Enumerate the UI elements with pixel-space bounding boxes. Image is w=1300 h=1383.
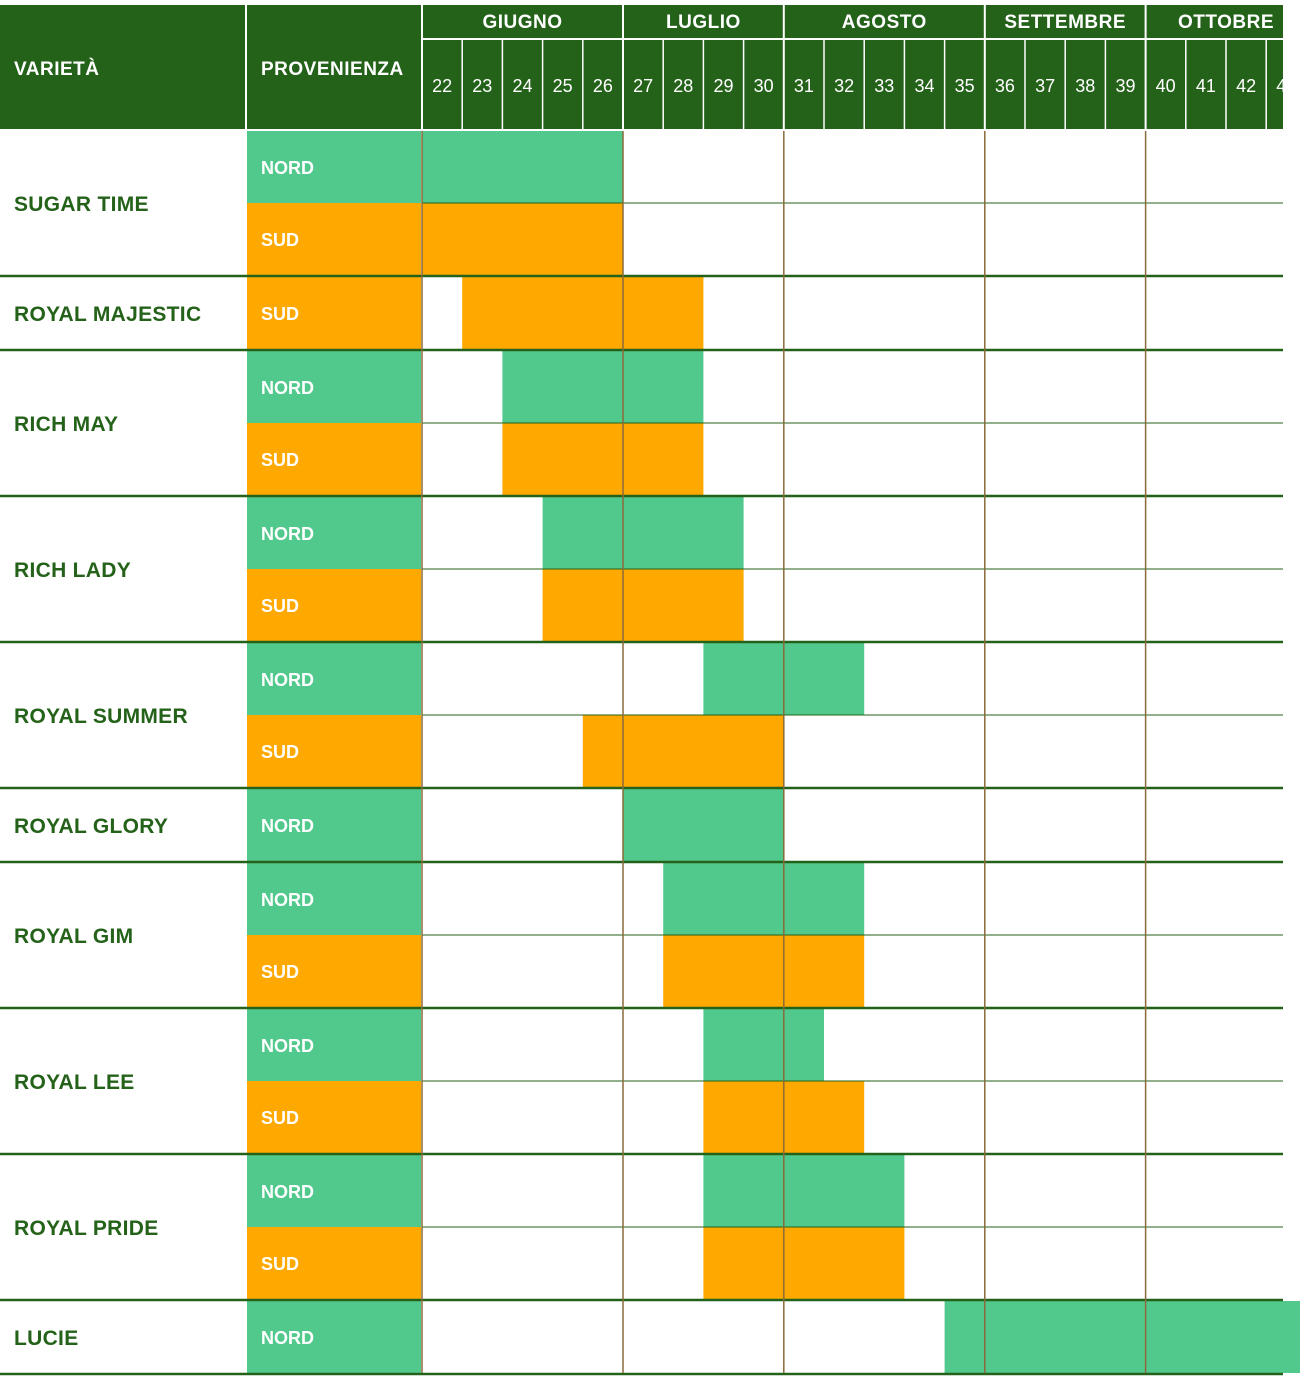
origin-column-header: PROVENIENZA: [261, 59, 404, 80]
season-bar-rich-may-nord: [502, 351, 703, 423]
week-label-36: 36: [994, 76, 1015, 96]
month-label-giugno: GIUGNO: [482, 12, 563, 33]
origin-label-sud: SUD: [261, 962, 300, 982]
season-bar-royal-pride-nord: [703, 1155, 904, 1227]
season-bar-rich-may-sud: [502, 423, 703, 495]
origin-label-sud: SUD: [261, 230, 300, 250]
variety-label-rich-may: RICH MAY: [14, 413, 119, 436]
week-label-25: 25: [552, 76, 573, 96]
origin-label-sud: SUD: [261, 1254, 300, 1274]
season-bar-royal-majestic-sud: [462, 277, 703, 349]
season-bar-royal-lee-nord: [703, 1009, 824, 1081]
season-bar-royal-pride-sud: [703, 1227, 904, 1299]
variety-label-royal-glory: ROYAL GLORY: [14, 815, 169, 838]
origin-label-sud: SUD: [261, 450, 300, 470]
origin-label-sud: SUD: [261, 742, 300, 762]
week-label-28: 28: [673, 76, 694, 96]
week-label-38: 38: [1075, 76, 1096, 96]
variety-label-royal-gim: ROYAL GIM: [14, 925, 134, 948]
week-label-41: 41: [1195, 76, 1216, 96]
variety-label-royal-lee: ROYAL LEE: [14, 1071, 135, 1094]
variety-label-lucie: LUCIE: [14, 1327, 79, 1350]
week-label-35: 35: [954, 76, 975, 96]
origin-label-sud: SUD: [261, 304, 300, 324]
season-bars: [422, 131, 1300, 1373]
season-bar-royal-gim-sud: [663, 935, 864, 1007]
week-label-43: 43: [1276, 76, 1297, 96]
origin-label-nord: NORD: [261, 816, 314, 836]
variety-label-royal-majestic: ROYAL MAJESTIC: [14, 303, 202, 326]
week-label-40: 40: [1155, 76, 1176, 96]
week-label-37: 37: [1035, 76, 1056, 96]
origin-label-sud: SUD: [261, 1108, 300, 1128]
origin-label-nord: NORD: [261, 890, 314, 910]
week-label-31: 31: [793, 76, 814, 96]
season-bar-rich-lady-nord: [543, 497, 744, 569]
variety-label-royal-pride: ROYAL PRIDE: [14, 1217, 159, 1240]
month-label-agosto: AGOSTO: [841, 12, 927, 33]
week-label-22: 22: [432, 76, 453, 96]
season-bar-sugar-time-sud: [422, 203, 623, 275]
week-label-24: 24: [512, 76, 533, 96]
origin-label-nord: NORD: [261, 1328, 314, 1348]
origin-label-sud: SUD: [261, 596, 300, 616]
season-bar-sugar-time-nord: [422, 131, 623, 203]
origin-label-nord: NORD: [261, 158, 314, 178]
week-label-27: 27: [633, 76, 654, 96]
origin-label-nord: NORD: [261, 1182, 314, 1202]
season-bar-lucie-nord: [945, 1301, 1300, 1373]
variety-label-royal-summer: ROYAL SUMMER: [14, 705, 188, 728]
week-label-42: 42: [1236, 76, 1257, 96]
week-label-39: 39: [1115, 76, 1136, 96]
origin-label-nord: NORD: [261, 378, 314, 398]
variety-column-header: VARIETÀ: [14, 59, 100, 80]
origin-label-nord: NORD: [261, 1036, 314, 1056]
week-label-29: 29: [713, 76, 734, 96]
season-bar-royal-summer-sud: [583, 715, 784, 787]
week-label-32: 32: [834, 76, 855, 96]
week-label-33: 33: [874, 76, 895, 96]
week-label-30: 30: [753, 76, 774, 96]
week-label-26: 26: [592, 76, 613, 96]
month-label-luglio: LUGLIO: [666, 12, 741, 33]
month-label-settembre: SETTEMBRE: [1004, 12, 1127, 33]
season-bar-royal-glory-nord: [623, 789, 784, 861]
origin-label-nord: NORD: [261, 670, 314, 690]
season-bar-rich-lady-sud: [543, 569, 744, 641]
season-bar-royal-gim-nord: [663, 863, 864, 935]
month-label-ottobre: OTTOBRE: [1177, 12, 1275, 33]
week-label-34: 34: [914, 76, 935, 96]
variety-label-sugar-time: SUGAR TIME: [14, 193, 149, 216]
week-label-23: 23: [472, 76, 493, 96]
variety-label-rich-lady: RICH LADY: [14, 559, 132, 582]
origin-label-nord: NORD: [261, 524, 314, 544]
